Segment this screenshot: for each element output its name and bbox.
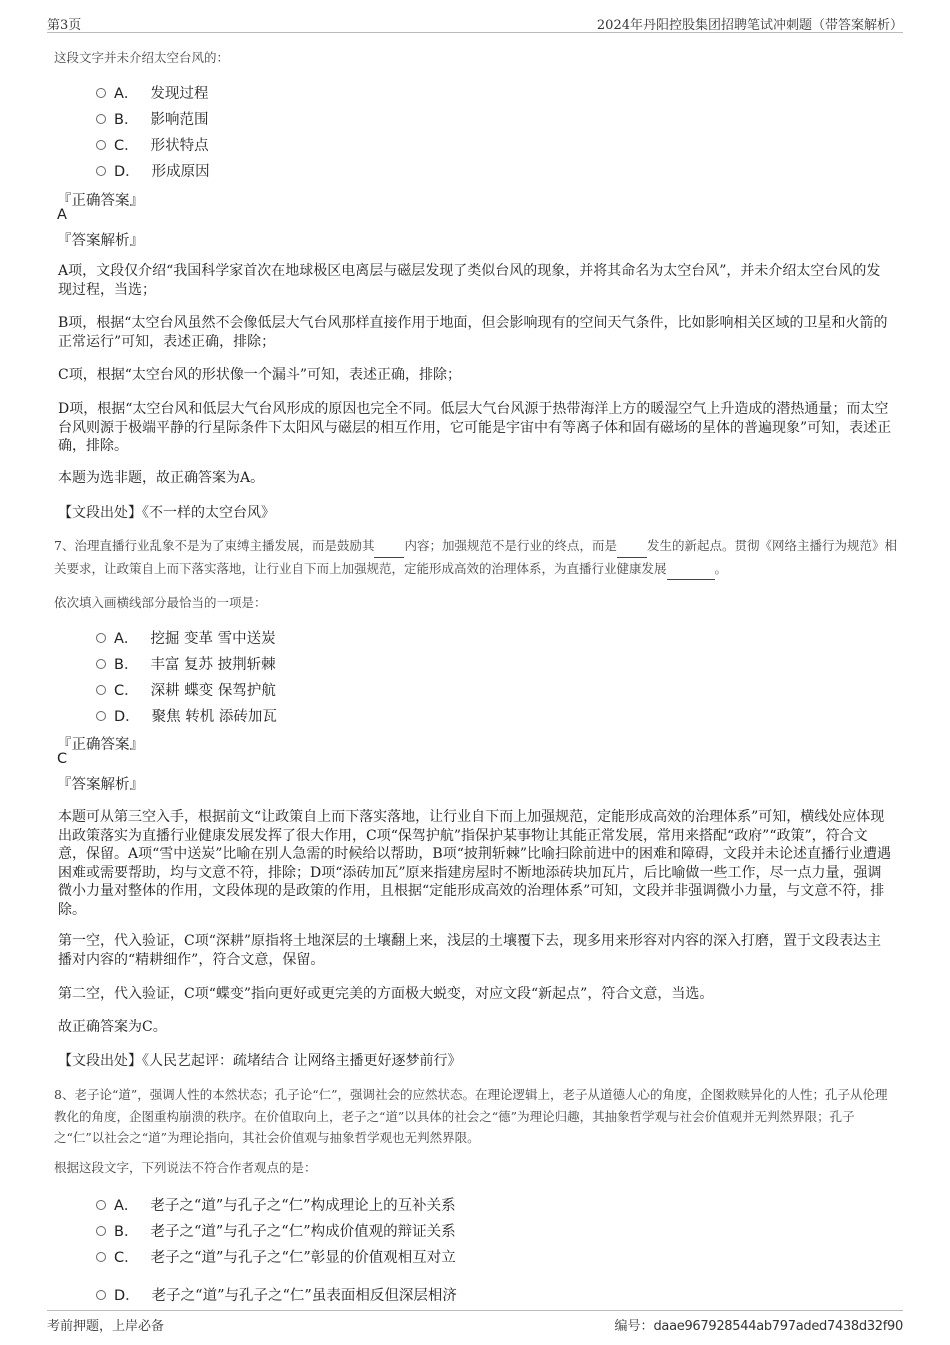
- q6-analysis-paragraph: C项，根据“太空台风的形状像一个漏斗”可知，表述正确，排除；: [58, 367, 462, 383]
- q7-source: 【文段出处】《人民艺起评：疏堵结合 让网络主播更好逐梦前行》: [58, 1053, 462, 1069]
- page-number: 第3页: [47, 18, 82, 33]
- q6-analysis-paragraph: D项，根据“太空台风和低层大气台风形成的原因也完全不同。低层大气台风源于热带海洋上方的暖湿空气上升造成的潜热通量；而太空台风则源于极端平静的行星际条件下太阳风与磁层的相互作用，它可能是宇宙中有等离子体和固有磁场的星体的普遍现象”可知，表述正确，排除。: [58, 401, 892, 454]
- footer-slogan: 考前押题，上岸必备: [47, 1319, 165, 1334]
- q6-option-b[interactable]: B． 影响范围: [96, 108, 208, 129]
- radio-icon[interactable]: [96, 166, 106, 176]
- radio-icon[interactable]: [96, 659, 106, 669]
- radio-icon[interactable]: [96, 1200, 106, 1210]
- q7-answer-label: 『正确答案』: [57, 737, 144, 753]
- q7-answer: C: [57, 751, 68, 767]
- page-footer: [47, 1310, 903, 1333]
- q8-option-d[interactable]: D． 老子之“道”与孔子之“仁”虽表面相反但深层相济: [96, 1284, 457, 1305]
- radio-icon[interactable]: [96, 711, 106, 721]
- radio-icon[interactable]: [96, 1226, 106, 1236]
- q7-option-c[interactable]: C． 深耕 蝶变 保驾护航: [96, 679, 276, 700]
- q7-prompt: 依次填入画横线部分最恰当的一项是：: [54, 595, 267, 610]
- q6-prompt: 这段文字并未介绍太空台风的：: [54, 50, 230, 65]
- q6-option-d[interactable]: D． 形成原因: [96, 160, 210, 181]
- q8-question-text: 8、老子论“道”，强调人性的本然状态；孔子论“仁”，强调社会的应然状态。在理论逻辑上，老子从道德人心的角度，企图救赎异化的人性；孔子从伦理教化的角度，企图重构崩溃的秩序。在价值取向上，老子之“道”以具体的社会之“德”为理论归趣，其抽象哲学观与社会价值观并无判然界限；孔子之“仁”以社会之“道”为理论指向，其社会价值观与抽象哲学观也无判然界限。: [54, 1087, 888, 1145]
- q7-option-b[interactable]: B． 丰富 复苏 披荆斩棘: [96, 653, 276, 674]
- q7-analysis-paragraph: 本题可从第三空入手，根据前文“让政策自上而下落实落地，让行业自下而上加强规范，定能形成高效的治理体系”可知，横线处应体现出政策落实为直播行业健康发展发挥了很大作用，C项“保驾护航”指保护某事物让其能正常发展，常用来搭配“政府”“政策”，符合文意，保留。A项“雪中送炭”比喻在别人急需的时候给以帮助，B项“披荆斩棘”比喻扫除前进中的困难和障碍，文段并未论述直播行业遭遇困难或需要帮助，均与文意不符，排除；D项“添砖加瓦”原来指建房屋时不断地添砖块加瓦片，后比喻做一些工作，尽一点力量，强调微小力量对整体的作用，文段体现的是政策的作用，且根据“定能形成高效的治理体系”可知，文段并非强调微小力量，与文意不符，排除。: [58, 809, 892, 918]
- q7-option-d[interactable]: D． 聚焦 转机 添砖加瓦: [96, 705, 277, 726]
- document-title: 2024年丹阳控股集团招聘笔试冲刺题（带答案解析）: [596, 18, 903, 33]
- q7-analysis-label: 『答案解析』: [57, 777, 144, 793]
- q6-option-c[interactable]: C． 形状特点: [96, 134, 209, 155]
- q7-option-a[interactable]: A． 挖掘 变革 雪中送炭: [96, 627, 276, 648]
- radio-icon[interactable]: [96, 685, 106, 695]
- q8-option-c[interactable]: C． 老子之“道”与孔子之“仁”彰显的价值观相互对立: [96, 1246, 456, 1267]
- blank-3: [667, 558, 715, 581]
- page-header: [47, 12, 903, 33]
- radio-icon[interactable]: [96, 1290, 106, 1300]
- q6-analysis-paragraph: A项，文段仅介绍“我国科学家首次在地球极区电离层与磁层发现了类似台风的现象，并将其命名为太空台风”，并未介绍太空台风的发现过程，当选；: [58, 263, 881, 298]
- q7-analysis-paragraph: 第二空，代入验证，C项“蝶变”指向更好或更完美的方面极大蜕变，对应文段“新起点”，符合文意，当选。: [58, 986, 714, 1002]
- radio-icon[interactable]: [96, 114, 106, 124]
- q6-analysis-label: 『答案解析』: [57, 233, 144, 249]
- q8-option-b[interactable]: B． 老子之“道”与孔子之“仁”构成价值观的辩证关系: [96, 1220, 456, 1241]
- q6-source: 【文段出处】《不一样的太空台风》: [58, 505, 275, 521]
- q7-analysis-paragraph: 第一空，代入验证，C项“深耕”原指将土地深层的土壤翻上来，浅层的土壤覆下去，现多用来形容对内容的深入打磨，置于文段表达主播对内容的“精耕细作”，符合文意，保留。: [58, 933, 882, 968]
- document-code: 编号：daae967928544ab797aded7438d32f90: [614, 1319, 903, 1334]
- blank-1: [374, 535, 404, 558]
- radio-icon[interactable]: [96, 88, 106, 98]
- blank-2: [617, 535, 647, 558]
- q8-option-a[interactable]: A． 老子之“道”与孔子之“仁”构成理论上的互补关系: [96, 1194, 456, 1215]
- q6-analysis-conclusion: 本题为选非题，故正确答案为A。: [58, 470, 265, 486]
- q6-analysis-paragraph: B项，根据“太空台风虽然不会像低层大气台风那样直接作用于地面，但会影响现有的空间天气条件，比如影响相关区域的卫星和火箭的正常运行”可知，表述正确，排除；: [58, 315, 888, 350]
- radio-icon[interactable]: [96, 140, 106, 150]
- radio-icon[interactable]: [96, 633, 106, 643]
- q8-prompt: 根据这段文字，下列说法不符合作者观点的是：: [54, 1160, 317, 1175]
- q6-option-a[interactable]: A． 发现过程: [96, 82, 208, 103]
- q6-answer-label: 『正确答案』: [57, 193, 144, 209]
- q6-answer: A: [57, 207, 67, 223]
- q7-analysis-conclusion: 故正确答案为C。: [58, 1019, 167, 1035]
- q7-question-text: 7、治理直播行业乱象不是为了束缚主播发展，而是鼓励其 内容；加强规范不是行业的终点，而是 发生的新起点。贯彻《网络主播行为规范》相关要求，让政策自上而下落实落地，让行业自下而上加强规范，定能形成高效的治理体系，为直播行业健康发展 。: [54, 535, 897, 580]
- radio-icon[interactable]: [96, 1252, 106, 1262]
